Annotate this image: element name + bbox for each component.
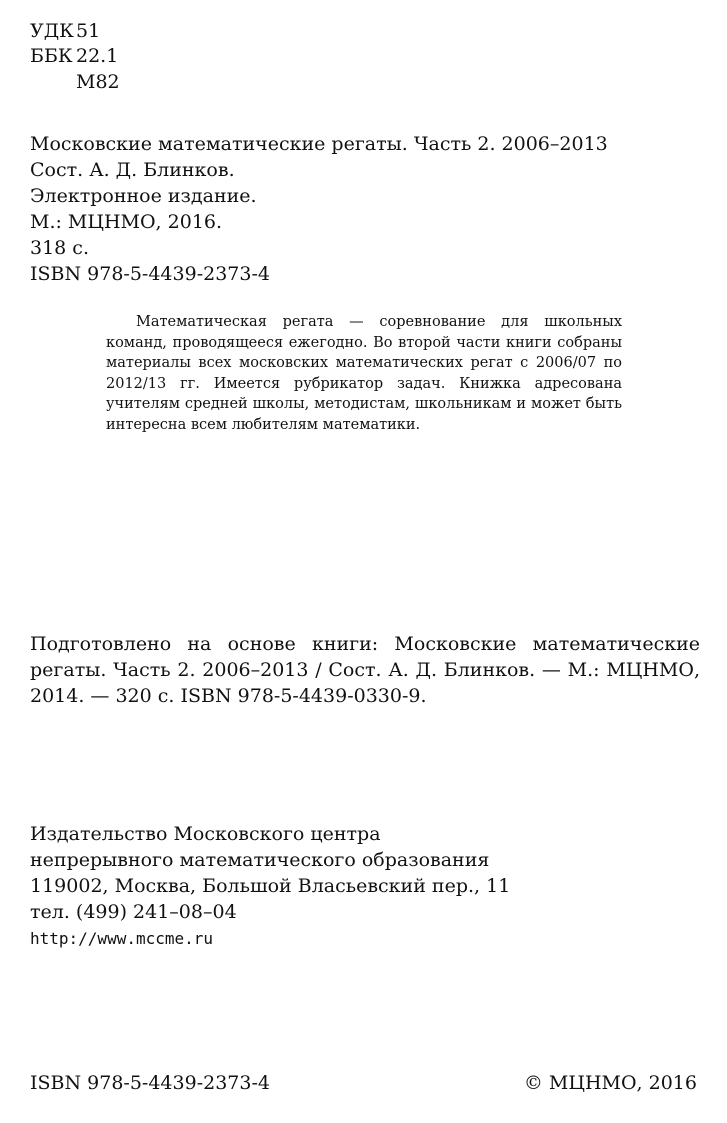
author-mark: М82 bbox=[76, 71, 120, 93]
book-title: Московские математические регаты. Часть 2. 2006–2013 bbox=[30, 133, 608, 155]
bbk-label: ББК bbox=[30, 45, 73, 67]
source-note: Подготовлено на основе книги: Московские математические регаты. Часть 2. 2006–2013 / Сост. А. Д. Блинков. — М.: МЦНМО, 2014. — 320 с. ISBN 978-5-4439-0330-9. bbox=[30, 633, 700, 707]
abstract: Математическая регата — соревнование для школьных команд, проводящееся ежегодно. Во второй части книги собраны материалы всех московских математических регат с 2006/07 по 2012/13 гг. Имеется рубрикатор задач. Книжка адресована учителям средней школы, методистам, школьникам и может быть интересна всем любителям математики. bbox=[106, 314, 622, 433]
publisher-url[interactable]: http://www.mccme.ru bbox=[30, 929, 214, 948]
compiler: Сост. А. Д. Блинков. bbox=[30, 159, 235, 181]
udk-line bbox=[30, 18, 100, 44]
isbn: ISBN 978-5-4439-2373-4 bbox=[30, 263, 270, 285]
udk-value: 51 bbox=[76, 20, 101, 42]
publisher-address: 119002, Москва, Большой Власьевский пер., 11 bbox=[30, 875, 511, 897]
page-count: 318 с. bbox=[30, 237, 89, 259]
bbk-value: 22.1 bbox=[76, 45, 119, 67]
publisher-name-line2: непрерывного математического образования bbox=[30, 849, 490, 871]
publisher-name-line1: Издательство Московского центра bbox=[30, 823, 381, 845]
publisher-line: М.: МЦНМО, 2016. bbox=[30, 211, 223, 233]
copyright: © МЦНМО, 2016 bbox=[523, 1072, 697, 1094]
footer-isbn: ISBN 978-5-4439-2373-4 bbox=[30, 1072, 270, 1094]
publisher-phone: тел. (499) 241–08–04 bbox=[30, 901, 237, 923]
udk-label: УДК bbox=[30, 20, 74, 42]
bbk-line bbox=[30, 43, 118, 69]
edition: Электронное издание. bbox=[30, 185, 257, 207]
